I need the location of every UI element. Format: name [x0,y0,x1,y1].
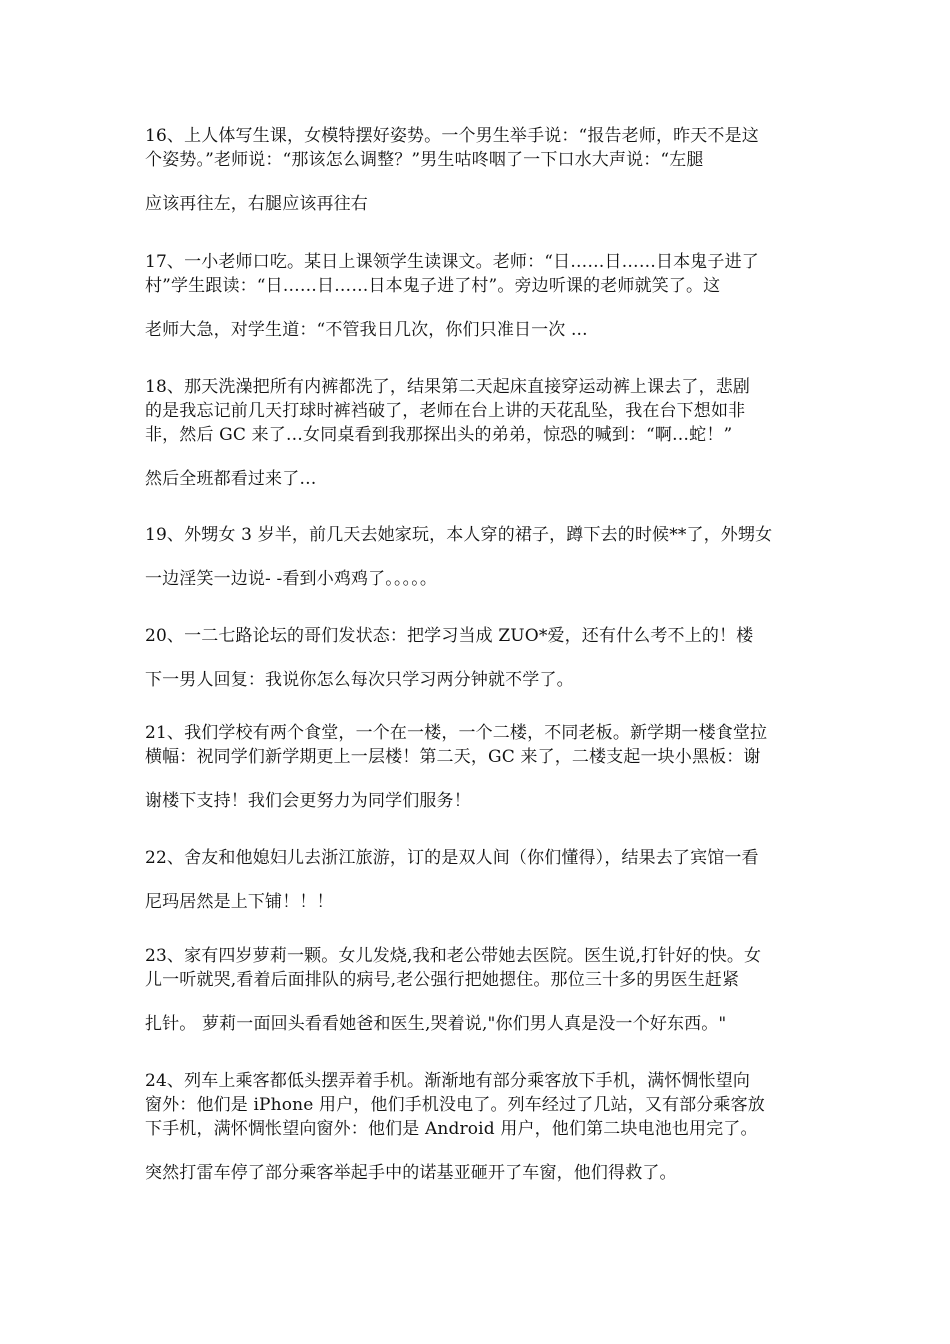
joke-24 [145,1069,810,1185]
text-line: 非，然后 GC 来了…女同桌看到我那探出头的弟弟，惊恐的喊到：“啊…蛇！” [145,425,733,445]
joke-18 [145,375,810,491]
text-line: 儿一听就哭,看着后面排队的病号,老公强行把她摁住。那位三十多的男医生赶紧 [145,970,740,990]
text-line: 然后全班都看过来了… [145,469,317,489]
text-line: 一边淫笑一边说- -看到小鸡鸡了。。。。。 [145,569,438,589]
text-line: 应该再往左，右腿应该再往右 [145,194,368,214]
text-line: 21、我们学校有两个食堂，一个在一楼，一个二楼，不同老板。新学期一楼食堂拉 [145,723,768,743]
text-line: 个姿势。”老师说：“那该怎么调整？”男生咕咚咽了一下口水大声说：“左腿 [145,150,704,170]
text-line: 24、列车上乘客都低头摆弄着手机。渐渐地有部分乘客放下手机，满怀惆怅望向 [145,1071,751,1091]
text-line: 20、一二七路论坛的哥们发状态：把学习当成 ZUO*爱，还有什么考不上的！楼 [145,626,754,646]
text-line: 下一男人回复：我说你怎么每次只学习两分钟就不学了。 [145,670,574,690]
text-line: 扎针。 萝莉一面回头看看她爸和医生,哭着说,"你们男人真是没一个好东西。" [145,1014,727,1034]
joke-21 [145,721,810,813]
text-line: 17、一小老师口吃。某日上课领学生读课文。老师：“日……日……日本鬼子进了 [145,252,759,272]
joke-23 [145,944,810,1036]
text-line: 22、舍友和他媳妇儿去浙江旅游，订的是双人间（你们懂得），结果去了宾馆一看 [145,848,759,868]
joke-17 [145,250,810,342]
text-line: 老师大急，对学生道：“不管我日几次，你们只准日一次 ... [145,320,588,340]
text-line: 横幅：祝同学们新学期更上一层楼！第二天，GC 来了，二楼支起一块小黑板：谢 [145,747,761,767]
joke-20 [145,624,810,692]
text-line: 19、外甥女 3 岁半，前几天去她家玩，本人穿的裙子，蹲下去的时候**了，外甥女 [145,525,773,545]
text-line: 窗外：他们是 iPhone 用户，他们手机没电了。列车经过了几站，又有部分乘客放 [145,1095,765,1115]
text-line: 谢楼下支持！我们会更努力为同学们服务！ [145,791,471,811]
text-line: 突然打雷车停了部分乘客举起手中的诺基亚砸开了车窗，他们得救了。 [145,1163,677,1183]
text-line: 村”学生跟读：“日……日……日本鬼子进了村”。旁边听课的老师就笑了。这 [145,276,721,296]
text-line: 18、那天洗澡把所有内裤都洗了，结果第二天起床直接穿运动裤上课去了，悲剧 [145,377,751,397]
joke-16 [145,124,810,216]
text-line: 下手机，满怀惆怅望向窗外：他们是 Android 用户，他们第二块电池也用完了。 [145,1119,758,1139]
joke-19 [145,523,810,591]
joke-22 [145,846,810,914]
text-line: 16、上人体写生课，女模特摆好姿势。一个男生举手说：“报告老师，昨天不是这 [145,126,759,146]
text-line: 尼玛居然是上下铺！！！ [145,892,334,912]
text-line: 的是我忘记前几天打球时裤裆破了，老师在台上讲的天花乱坠，我在台下想如非 [145,401,746,421]
text-line: 23、家有四岁萝莉一颗。女儿发烧,我和老公带她去医院。医生说,打针好的快。女 [145,946,762,966]
